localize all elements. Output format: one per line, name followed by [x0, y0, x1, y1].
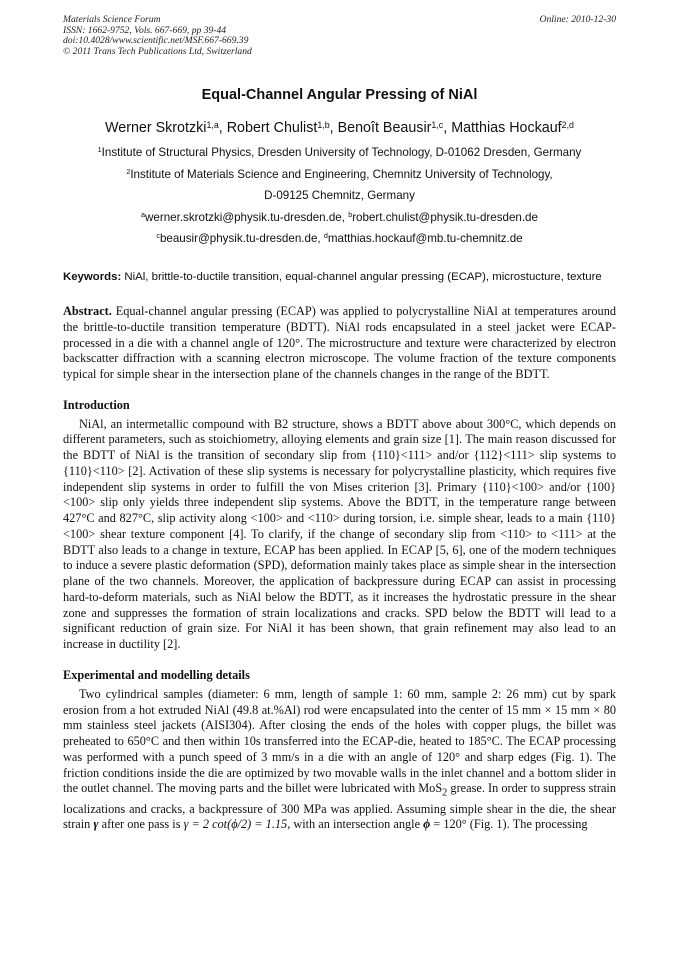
copyright-line: © 2011 Trans Tech Publications Ltd, Switzerland [63, 45, 252, 57]
journal-name: Materials Science Forum [63, 14, 161, 25]
abstract-label: Abstract. [63, 304, 112, 319]
author-name: Benoît Beausir [337, 120, 432, 136]
author-list: Werner Skrotzki$^{1,a}$, Robert Chulist$^{1,b}$, Benoît Beausir$^{1,c}$, Matthias Hockauf$^{2,d}$ [105, 119, 574, 136]
email-link[interactable]: werner.skrotzki@physik.tu-dresden.de, [145, 210, 349, 224]
phi-symbol: ϕ [423, 817, 431, 832]
affiliation-1: $^1$Institute of Structural Physics, Dresden University of Technology, D-01062 Dresden, Germany [97, 145, 582, 159]
keywords-label: Keywords: [63, 270, 122, 283]
author-affiliation-sup: 1,b [317, 119, 330, 130]
experimental-paragraph: Two cylindrical samples (diameter: 6 mm, length of sample 1: 60 mm, sample 2: 26 mm) cut by spark erosion from a hot extruded NiAl (49.8 at.%Al) rod were encapsulated into the center of 15 mm × 15 mm × 80 mm stainless steel jackets (AISI304). After closing the ends of the holes with copper plugs, the billet was preheated to 650°C and then within 10s transferred into the ECAP-die, heated to 185°C. The ECAP processing was performed with a punch speed of 3 mm/s in a die with an angle of 120° and sharp edges (Fig. 1). The friction conditions inside the die are optimized by two movable walls in the inlet channel and a bottom slider in the outlet channel. The moving parts and the billet were lubricated with MoS$_2$ grease. In order to suppress strain localizations and cracks, a backpressure of 300 MPa was applied. Assuming simple shear in the die, the shear strain γ after one pass is γ = 2 cot(ϕ/2) = 1.15, with an intersection angle ϕ = 120° (Fig. 1). The processing [63, 686, 616, 832]
email-link[interactable]: matthias.hockauf@mb.tu-chemnitz.de [327, 232, 523, 245]
abstract [63, 304, 616, 383]
section-heading-introduction: Introduction [63, 397, 130, 412]
introduction-paragraph: NiAl, an intermetallic compound with B2 structure, shows a BDTT above about 300°C, which depends on different parameters, such as stoichiometry, alloying elements and grain size [1]. The main reason discussed for the BDTT of NiAl is the transition of secondary slip from {110}<111> and/or {112}<111> slip systems to {110}<110> [2]. Activation of these slip systems is necessary for polycrystalline plasticity, which requires five independent slip systems in order to fulfill the von Mises criterion [3]. Primary {110}<100> and/or {100}<100> slip only yields three independent slip systems. Above the BDTT, in the temperature range between 427°C and 827°C, slip activity along <100> and <110> during torsion, i.e. simple shear, leads to a main {110}<100> shear texture component [4]. To clarify, if the change of secondary slip from <110> to <111> at the BDTT also leads to a change in texture, ECAP has been applied. In ECAP [5, 6], one of the modern techniques to induce a severe plastic deformation (SPD), deformation mainly takes place as simple shear in the intersection plane of the two channels. Moreover, the application of backpressure during ECAP can assist in processing hard-to-deform materials, such as NiAl below the BDTT, as it increases the hydrostatic pressure in the shear zone and suppresses the formation of strain localizations and cracks. SPD below the BDTT will lead to a significant reduction of grain size. For NiAl it has been shown, that grain refinement may also lead to an increase in ductility [2]. [63, 416, 616, 652]
paper-title: Equal-Channel Angular Pressing of NiAl [201, 87, 478, 103]
issn-line: ISSN: 1662-9752, Vols. 667-669, pp 39-44 [63, 24, 227, 36]
affiliation-2-address: D-09125 Chemnitz, Germany [264, 189, 415, 202]
email-line-1: $^a$werner.skrotzki@physik.tu-dresden.de, $^b$robert.chulist@physik.tu-dresden.de [141, 209, 538, 224]
keywords-text: NiAl, brittle-to-ductile transition, equal-channel angular pressing (ECAP), microstucture, texture [121, 270, 602, 283]
abstract-text: Equal-channel angular pressing (ECAP) was applied to polycrystalline NiAl at temperatures around the brittle-to-ductile transition temperature (BDTT). NiAl rods encapsulated in a steel jacket were ECAP-processed in a die with a channel angle of 120°. The microstructure and texture were characterized by electron backscatter diffraction with a scanning electron microscope. The volume fraction of the texture components typical for simple shear in the intersection plane of the channels changes in the range of the BDTT. [63, 304, 616, 381]
author-name: Matthias Hockauf [451, 120, 562, 136]
author-name: Werner Skrotzki [105, 120, 207, 136]
affiliations [63, 142, 616, 250]
online-date: Online: 2010-12-30 [539, 14, 616, 25]
section-heading-experimental: Experimental and modelling details [63, 667, 250, 682]
shear-strain-formula: γ = 2 cot(ϕ/2) = 1.15 [183, 817, 288, 832]
author-affiliation-sup: 2,d [561, 119, 574, 130]
email-line-2: $^c$beausir@physik.tu-dresden.de, $^d$matthias.hockauf@mb.tu-chemnitz.de [156, 231, 523, 245]
author-affiliation-sup: 1,a [206, 119, 219, 130]
affiliation-2: $^2$Institute of Materials Science and Engineering, Chemnitz University of Technology, [126, 166, 553, 181]
author-affiliation-sup: 1,c [431, 119, 444, 130]
gamma-symbol: γ [93, 817, 99, 832]
journal-header [63, 15, 616, 63]
email-link[interactable]: robert.chulist@physik.tu-dresden.de [352, 210, 538, 224]
doi-line: doi:10.4028/www.scientific.net/MSF.667-669.39 [63, 35, 249, 47]
keywords [63, 270, 616, 285]
email-link[interactable]: beausir@physik.tu-dresden.de, [159, 232, 324, 245]
author-name: Robert Chulist [226, 120, 318, 136]
